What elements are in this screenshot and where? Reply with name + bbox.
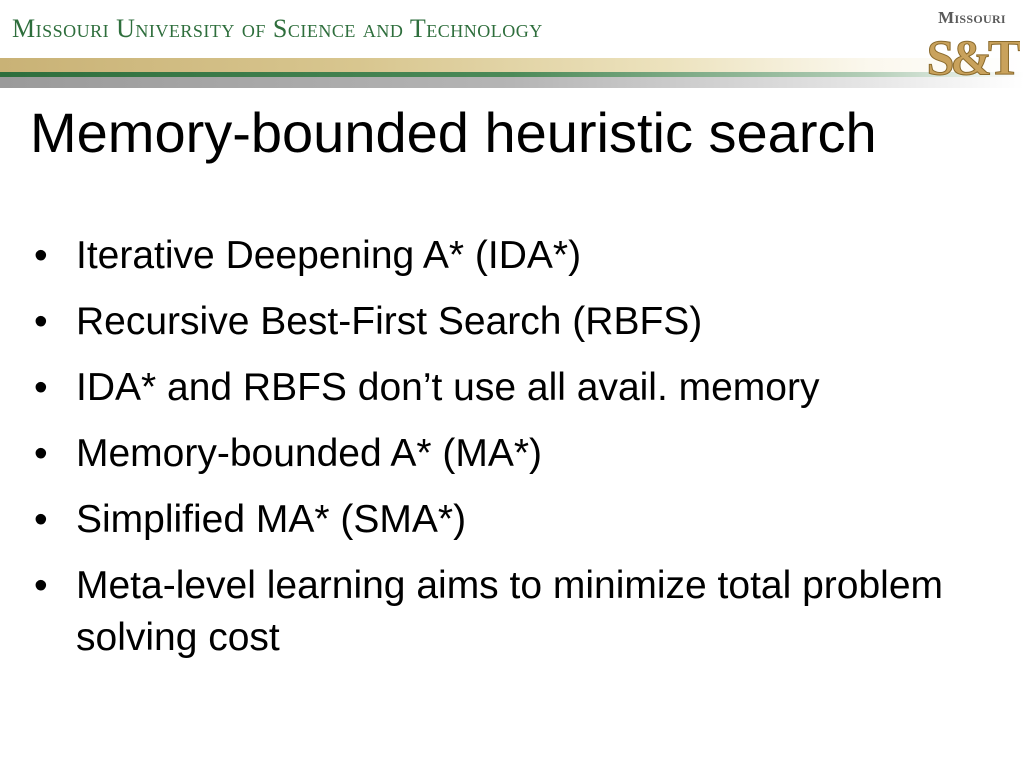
bullet-icon: •: [34, 564, 48, 607]
gray-stripe: [0, 77, 1024, 88]
list-item: [34, 494, 974, 546]
logo-mark-text: S&T: [926, 29, 1018, 84]
bullet-icon: •: [34, 300, 48, 343]
list-item: [34, 296, 974, 348]
bullet-text: Recursive Best-First Search (RBFS): [76, 300, 703, 343]
logo-mark: [924, 24, 1020, 84]
bullet-icon: •: [34, 498, 48, 541]
missouri-st-logo-icon: [924, 6, 1020, 84]
bullet-text: Meta-level learning aims to minimize total problem solving cost: [76, 564, 944, 659]
bullet-icon: •: [34, 366, 48, 409]
bullet-list: [34, 230, 974, 678]
bullet-icon: •: [34, 432, 48, 475]
list-item: [34, 362, 974, 414]
logo-top-text: Missouri: [938, 8, 1006, 27]
list-item: [34, 560, 974, 664]
bullet-text: Iterative Deepening A* (IDA*): [76, 234, 582, 277]
university-name: Missouri University of Science and Technology: [12, 14, 543, 43]
bullet-text: Simplified MA* (SMA*): [76, 498, 467, 541]
list-item: [34, 230, 974, 282]
bullet-icon: •: [34, 234, 48, 277]
header-banner: [0, 0, 1024, 90]
bullet-text: IDA* and RBFS don’t use all avail. memory: [76, 366, 820, 409]
bullet-text: Memory-bounded A* (MA*): [76, 432, 543, 475]
gold-stripe: [0, 58, 1024, 72]
list-item: [34, 428, 974, 480]
slide-title: Memory-bounded heuristic search: [30, 101, 877, 164]
